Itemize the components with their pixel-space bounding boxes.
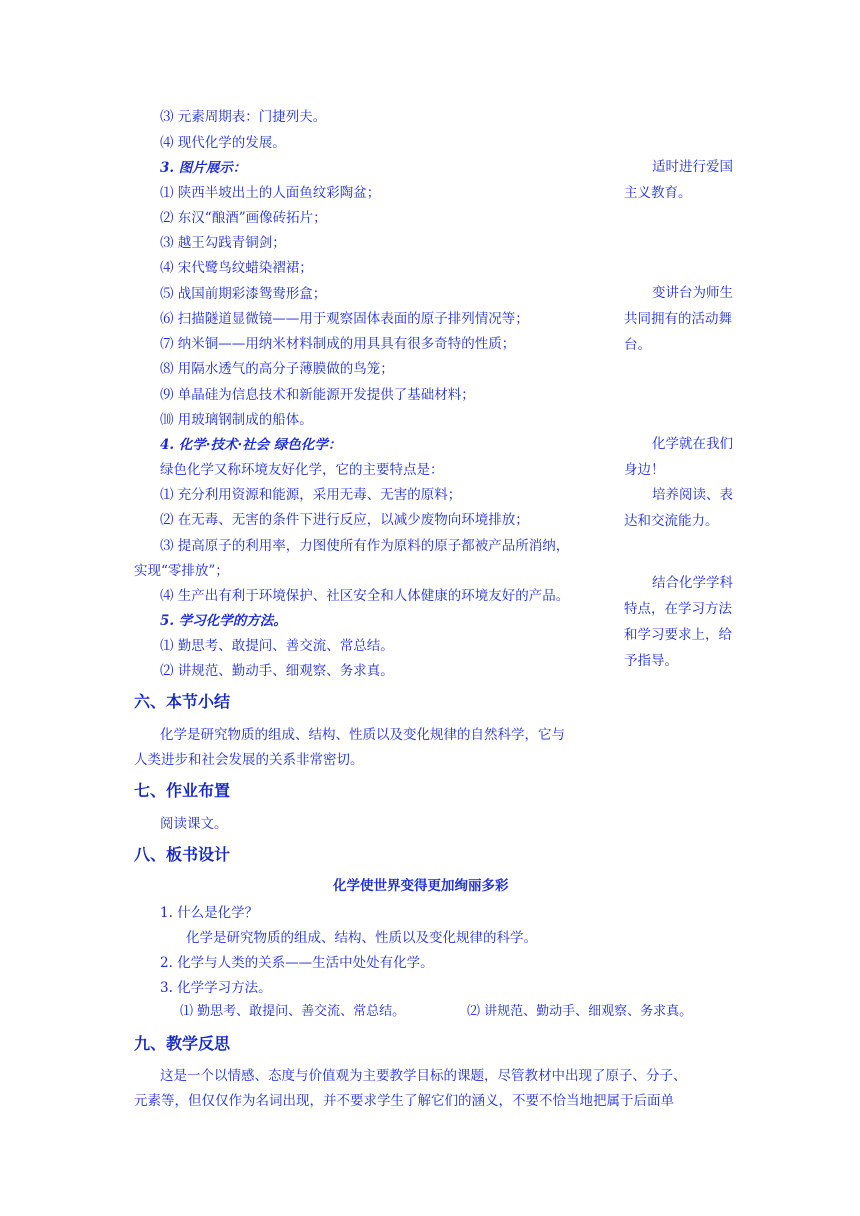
green-chem-item-2: ⑵ 在无毒、无害的条件下进行反应，以减少废物向环境排放； <box>160 512 529 528</box>
side-note: 变讲台为师生共同拥有的活动舞台。 <box>624 285 733 353</box>
picture-item: ⑺ 纳米铜——用纳米材料制成的用具具有很多奇特的性质； <box>160 336 516 352</box>
side-note: 适时进行爱国主义教育。 <box>624 159 733 201</box>
green-chem-item-1: ⑴ 充分利用资源和能源，采用无毒、无害的原料； <box>160 487 462 503</box>
picture-item: ⑷ 宋代鹭鸟纹蜡染褶裙； <box>160 260 313 276</box>
board-item-1: 1. 什么是化学？ <box>160 905 259 921</box>
picture-item: ⑵ 东汉“酿酒”画像砖拓片； <box>160 210 327 226</box>
method-item-1: ⑴ 勤思考、敢提问、善交流、常总结。 <box>160 638 394 654</box>
board-item-3: 3. 化学学习方法。 <box>160 980 272 996</box>
green-chem-intro: 绿色化学又称环境友好化学，它的主要特点是： <box>160 462 444 478</box>
reflection-heading: 九、教学反思 <box>134 1034 231 1053</box>
picture-item: ⑹ 扫描隧道显微镜——用于观察固体表面的原子排列情况等； <box>160 311 529 327</box>
board-item-1-detail: 化学是研究物质的组成、结构、性质以及变化规律的科学。 <box>186 930 537 946</box>
section-5-title: 5. 学习化学的方法。 <box>160 613 287 629</box>
reflection-text-line: 元素等，但仅仅作为名词出现，并不要求学生了解它们的涵义，不要不恰当地把属于后面单 <box>134 1093 674 1109</box>
picture-item: ⑶ 越王勾践青铜剑； <box>160 235 286 251</box>
green-chem-item-4: ⑷ 生产出有利于环境保护、社区安全和人体健康的环境友好的产品。 <box>160 588 570 604</box>
homework-text: 阅读课文。 <box>160 816 228 832</box>
green-chem-item-3: ⑶ 提高原子的利用率，力图使所有作为原料的原子都被产品所消纳， <box>160 538 570 554</box>
board-method-1: ⑴ 勤思考、敢提问、善交流、常总结。 <box>180 1004 406 1019</box>
picture-item: ⑽ 用玻璃钢制成的船体。 <box>160 412 313 428</box>
board-item-2: 2. 化学与人类的关系——生活中处处有化学。 <box>160 955 434 971</box>
history-item-4: ⑷ 现代化学的发展。 <box>160 135 286 151</box>
summary-text-line: 化学是研究物质的组成、结构、性质以及变化规律的自然科学，它与 <box>160 727 565 743</box>
side-note: 结合化学学科特点，在学习方法和学习要求上，给予指导。 <box>624 575 733 669</box>
summary-text-line: 人类进步和社会发展的关系非常密切。 <box>134 752 364 768</box>
homework-heading: 七、作业布置 <box>134 781 231 800</box>
section-3-title: 3. 图片展示： <box>160 160 247 176</box>
board-title: 化学使世界变得更加绚丽多彩 <box>333 878 509 894</box>
side-note: 化学就在我们身边！ <box>624 436 733 478</box>
picture-item: ⑴ 陕西半坡出土的人面鱼纹彩陶盆； <box>160 185 381 201</box>
board-method-2: ⑵ 讲规范、勤动手、细观察、务求真。 <box>467 1004 693 1019</box>
reflection-text-line: 这是一个以情感、态度与价值观为主要教学目标的课题，尽管教材中出现了原子、分子、 <box>160 1068 687 1084</box>
board-heading: 八、板书设计 <box>134 845 231 864</box>
history-item-3: ⑶ 元素周期表：门捷列夫。 <box>160 109 327 125</box>
picture-item: ⑼ 单晶硅为信息技术和新能源开发提供了基础材料； <box>160 387 475 403</box>
picture-item: ⑻ 用隔水透气的高分子薄膜做的鸟笼； <box>160 361 394 377</box>
section-4-title: 4. 化学·技术·社会 绿色化学： <box>160 437 342 453</box>
picture-item: ⑸ 战国前期彩漆鸳鸯形盒； <box>160 286 327 302</box>
side-note: 培养阅读、表达和交流能力。 <box>624 487 733 529</box>
green-chem-item-3-cont: 实现“零排放”； <box>134 563 229 579</box>
method-item-2: ⑵ 讲规范、勤动手、细观察、务求真。 <box>160 663 394 679</box>
summary-heading: 六、本节小结 <box>134 692 231 711</box>
